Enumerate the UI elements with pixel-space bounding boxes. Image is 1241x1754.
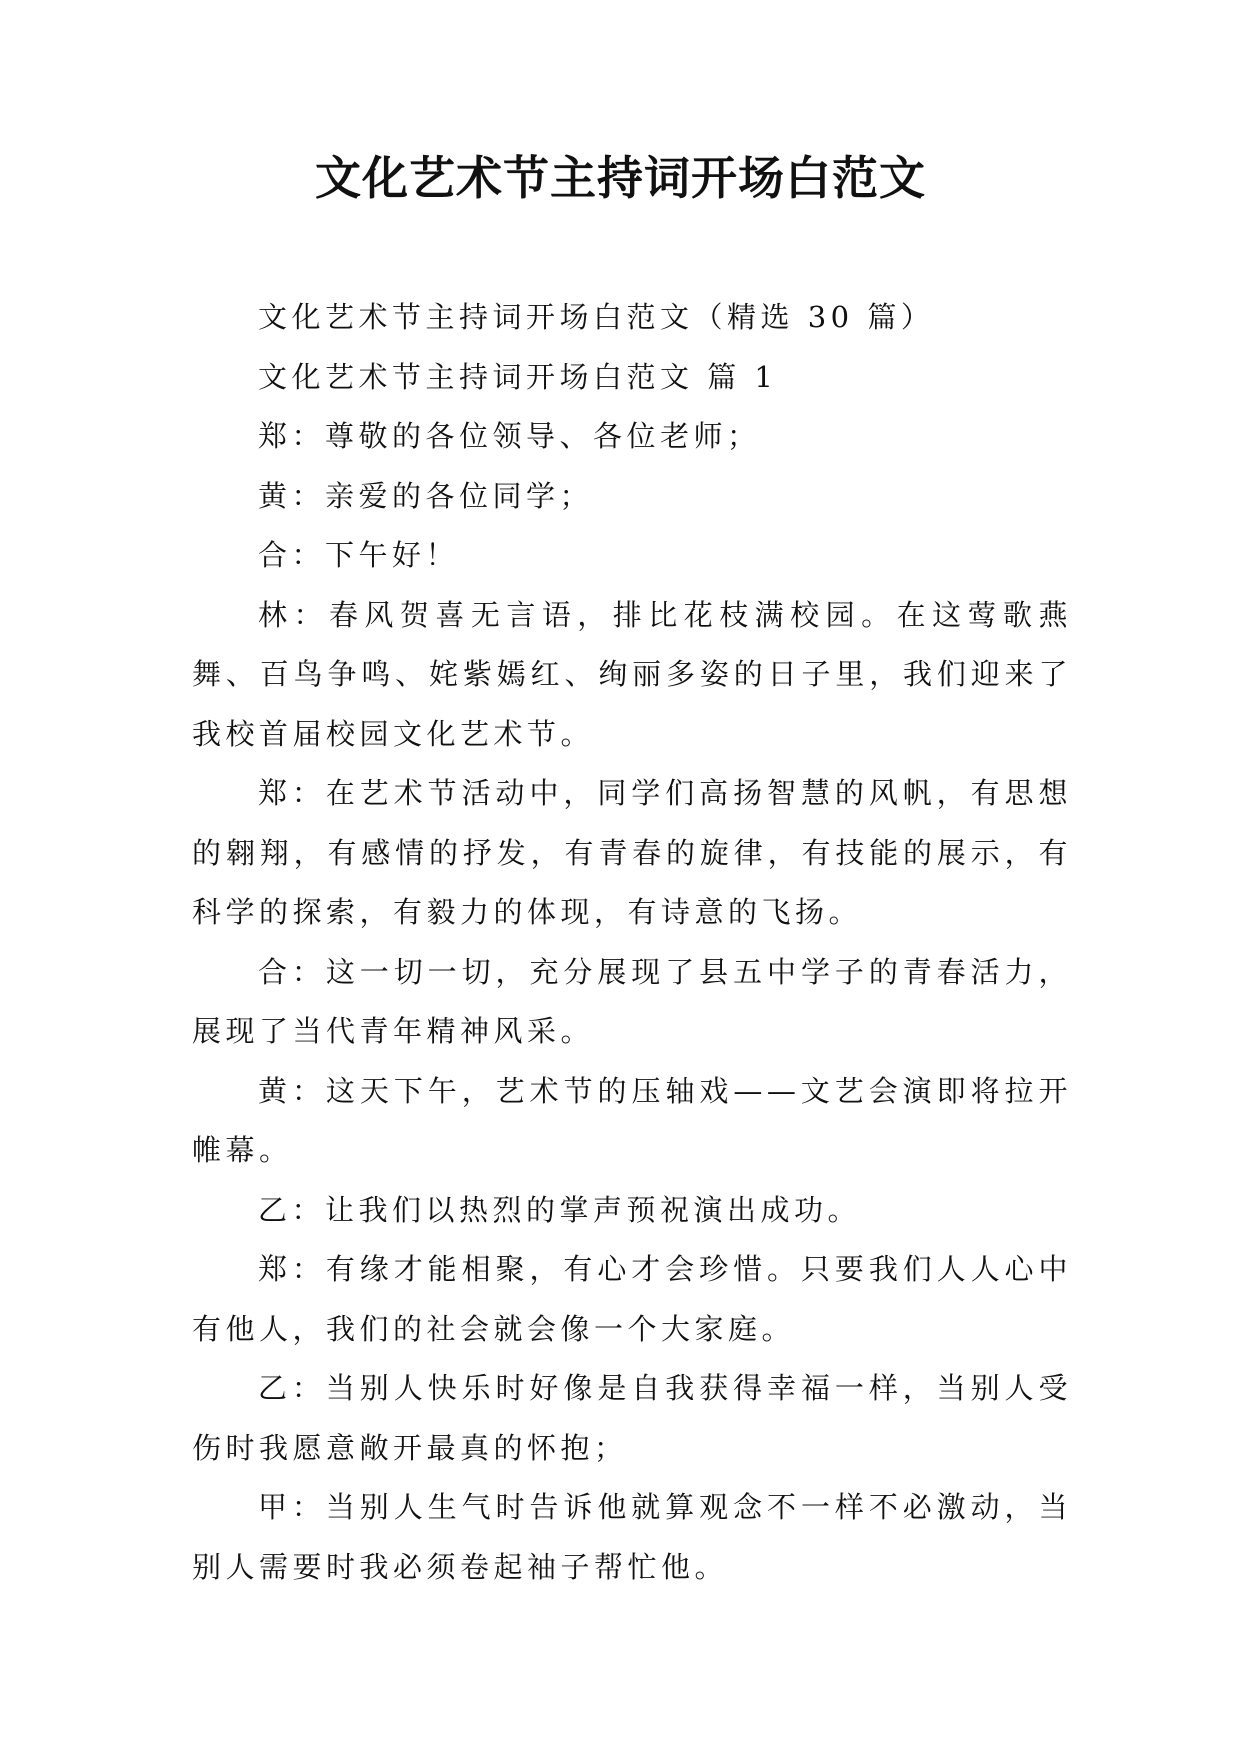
- section-heading: 文化艺术节主持词开场白范文 篇 1: [258, 359, 778, 394]
- paragraph: 合：下午好！: [258, 538, 460, 572]
- paragraph: 黄：这天下午，艺术节的压轴戏——文艺会演即将拉开帷幕。: [192, 1073, 1072, 1167]
- paragraph: 黄：亲爱的各位同学；: [258, 478, 594, 513]
- subtitle-line: 文化艺术节主持词开场白范文（精选 30 篇）: [258, 300, 935, 334]
- paragraph: 甲：当别人生气时告诉他就算观念不一样不必激动，当别人需要时我必须卷起袖子帮忙他。: [192, 1490, 1072, 1584]
- paragraph: 林：春风贺喜无言语，排比花枝满校园。在这莺歌燕舞、百鸟争鸣、姹紫嫣红、绚丽多姿的日子里，我们迎来了我校首届校园文化艺术节。: [192, 597, 1072, 751]
- paragraph: 郑：在艺术节活动中，同学们高扬智慧的风帆，有思想的翱翔，有感情的抒发，有青春的旋律，有技能的展示，有科学的探索，有毅力的体现，有诗意的飞扬。: [192, 776, 1072, 929]
- paragraph: 郑：有缘才能相聚，有心才会珍惜。只要我们人人心中有他人，我们的社会就会像一个大家庭。: [192, 1252, 1072, 1346]
- paragraph: 乙：当别人快乐时好像是自我获得幸福一样，当别人受伤时我愿意敞开最真的怀抱；: [192, 1371, 1072, 1465]
- paragraph: 乙：让我们以热烈的掌声预祝演出成功。: [258, 1192, 862, 1227]
- document-body: [192, 288, 1072, 1597]
- document-title: 文化艺术节主持词开场白范文: [315, 151, 926, 205]
- paragraph: 合：这一切一切，充分展现了县五中学子的青春活力，展现了当代青年精神风采。: [192, 954, 1072, 1048]
- paragraph: 郑：尊敬的各位领导、各位老师；: [258, 419, 761, 453]
